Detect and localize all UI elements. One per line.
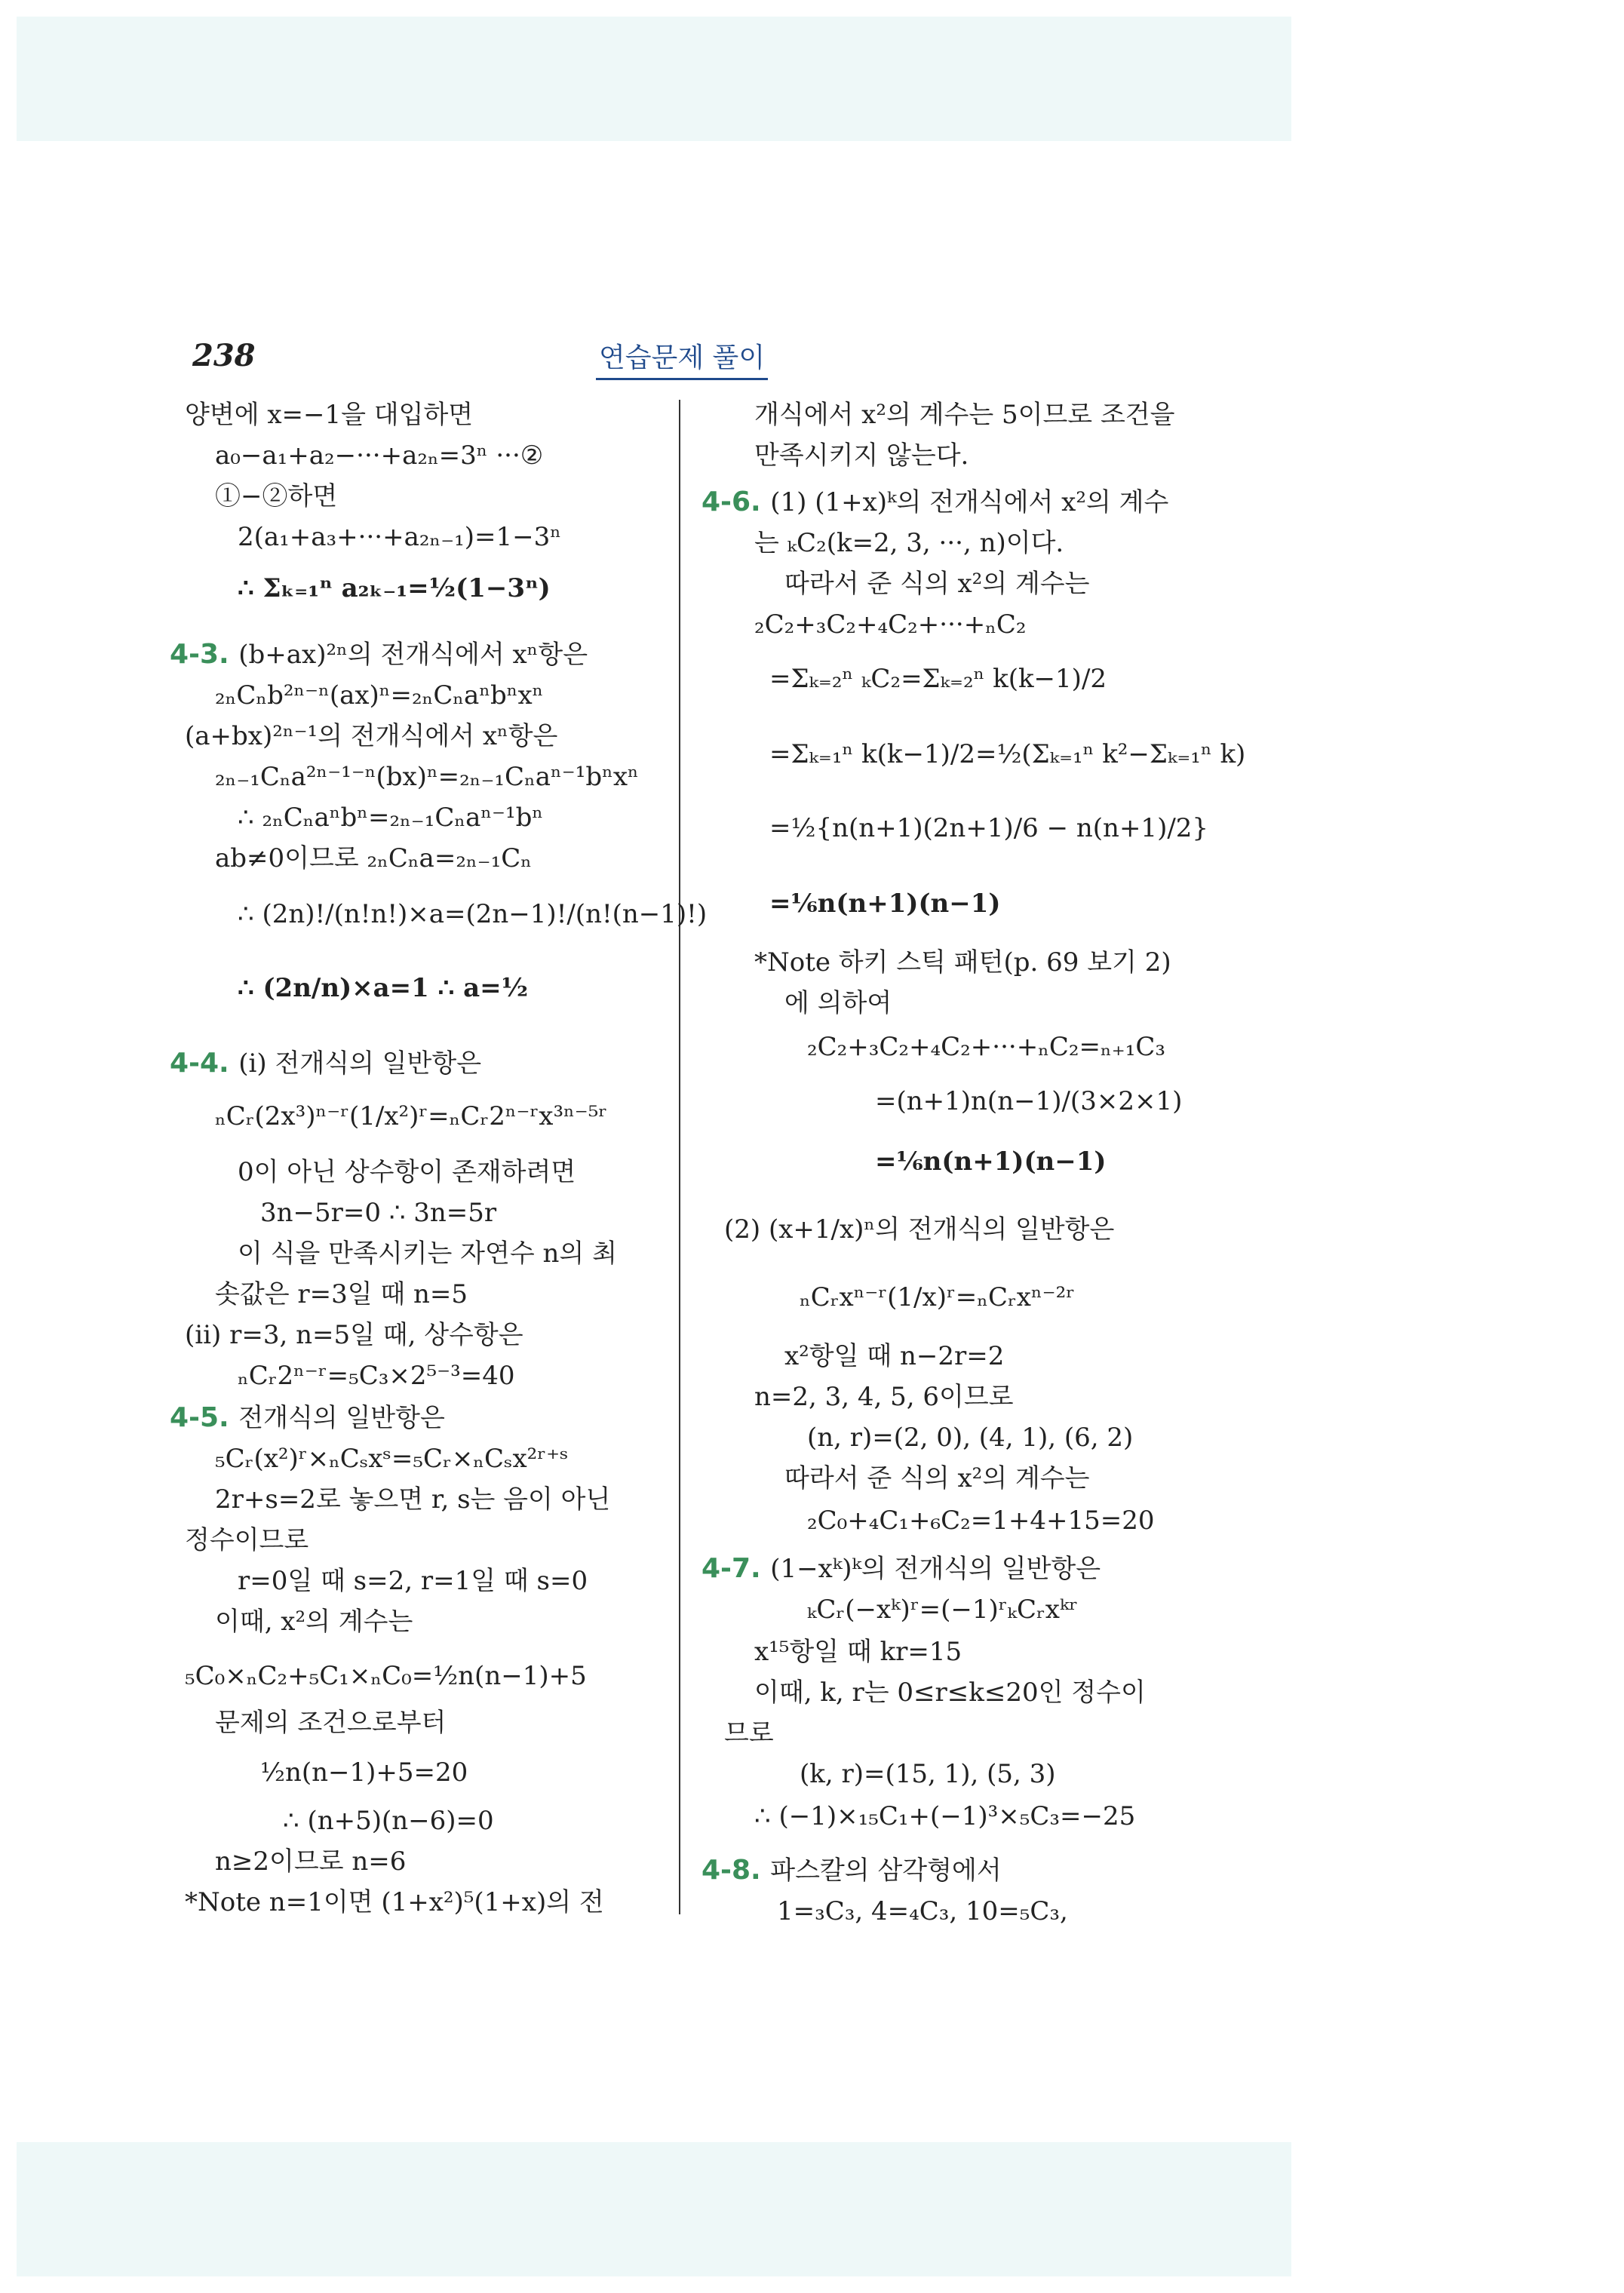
line-text: ₙCᵣxⁿ⁻ʳ(1/x)ʳ=ₙCᵣxⁿ⁻²ʳ xyxy=(800,1282,1076,1312)
line-text: (ii) r=3, n=5일 때, 상수항은 xyxy=(185,1320,523,1350)
line-text: r=0일 때 s=2, r=1일 때 s=0 xyxy=(238,1566,588,1596)
line-text: ₂C₀+₄C₁+₆C₂=1+4+15=20 xyxy=(807,1506,1155,1536)
line-text: *Note 하키 스틱 패턴(p. 69 보기 2) xyxy=(754,947,1171,978)
problem-number: 4-8 xyxy=(701,1855,751,1886)
line-text: 개식에서 x²의 계수는 5이므로 조건을 xyxy=(754,400,1175,430)
solution-line xyxy=(215,1605,413,1638)
line-text: ∴ (n+5)(n−6)=0 xyxy=(283,1806,494,1836)
solution-line xyxy=(170,1047,481,1080)
solution-line xyxy=(784,567,1089,600)
line-text: (1−xᵏ)ᵏ의 전개식의 일반항은 xyxy=(770,1554,1101,1584)
solution-line xyxy=(754,1380,1014,1414)
solution-line xyxy=(215,1442,569,1475)
solution-line xyxy=(238,520,561,554)
section-title: 연습문제 풀이 xyxy=(596,336,768,380)
line-text: (b+ax)²ⁿ의 전개식에서 xⁿ항은 xyxy=(238,640,588,670)
line-text: =Σₖ₌₂ⁿ ₖC₂=Σₖ₌₂ⁿ k(k−1)/2 xyxy=(769,664,1107,694)
solution-line xyxy=(238,572,551,605)
solution-line xyxy=(238,1564,588,1598)
separator: . xyxy=(219,1402,239,1433)
solution-line xyxy=(754,1635,962,1668)
solution-line xyxy=(769,812,1208,845)
line-text: ₂C₂+₃C₂+₄C₂+···+ₙC₂=ₙ₊₁C₃ xyxy=(807,1032,1165,1062)
separator: . xyxy=(219,1048,239,1079)
solution-line xyxy=(769,662,1107,695)
solution-line xyxy=(807,1030,1165,1064)
solution-line xyxy=(170,1401,445,1435)
line-text: 따라서 준 식의 x²의 계수는 xyxy=(784,569,1090,599)
line-text: =½{n(n+1)(2n+1)/6 − n(n+1)/2} xyxy=(769,813,1209,843)
line-text: a₀−a₁+a₂−···+a₂ₙ=3ⁿ ···② xyxy=(215,440,544,471)
solution-line xyxy=(769,887,1000,920)
line-text: 문제의 조건으로부터 xyxy=(215,1708,447,1738)
page-number: 238 xyxy=(192,338,256,373)
line-text: 이때, x²의 계수는 xyxy=(215,1607,413,1637)
line-text: 는 ₖC₂(k=2, 3, ···, n)이다. xyxy=(754,528,1064,558)
line-text: n=2, 3, 4, 5, 6이므로 xyxy=(754,1382,1014,1412)
solution-line xyxy=(215,439,543,472)
solution-line xyxy=(875,1145,1106,1178)
solution-line xyxy=(800,1757,1056,1791)
separator: . xyxy=(219,639,239,670)
solution-line xyxy=(238,972,528,1005)
line-text: 이때, k, r는 0≤r≤k≤20인 정수이 xyxy=(754,1678,1146,1708)
line-text: =⅙n(n+1)(n−1) xyxy=(769,889,1001,919)
solution-line xyxy=(807,1593,1078,1626)
solution-line xyxy=(807,1421,1133,1454)
line-text: ∴ (2n)!/(n!n!)×a=(2n−1)!/(n!(n−1)!) xyxy=(238,899,708,929)
line-text: ₙCᵣ(2x³)ⁿ⁻ʳ(1/x²)ʳ=ₙCᵣ2ⁿ⁻ʳx³ⁿ⁻⁵ʳ xyxy=(215,1101,608,1131)
line-text: ₙCᵣ2ⁿ⁻ʳ=₅C₃×2⁵⁻³=40 xyxy=(238,1361,515,1391)
line-text: =⅙n(n+1)(n−1) xyxy=(875,1146,1107,1177)
line-text: =(n+1)n(n−1)/(3×2×1) xyxy=(875,1086,1183,1116)
solution-line xyxy=(170,638,588,671)
solution-line xyxy=(238,898,707,931)
line-text: 따라서 준 식의 x²의 계수는 xyxy=(784,1463,1090,1493)
line-text: ∴ Σₖ₌₁ⁿ a₂ₖ₋₁=½(1−3ⁿ) xyxy=(238,573,551,603)
line-text: ₖCᵣ(−xᵏ)ʳ=(−1)ʳₖCᵣxᵏʳ xyxy=(807,1595,1079,1625)
solution-line xyxy=(215,1278,468,1311)
solution-line xyxy=(875,1085,1182,1118)
line-text: ₂ₙ₋₁Cₙa²ⁿ⁻¹⁻ⁿ(bx)ⁿ=₂ₙ₋₁Cₙaⁿ⁻¹bⁿxⁿ xyxy=(215,762,639,792)
solution-line xyxy=(784,1340,1004,1373)
solution-line xyxy=(215,1706,446,1739)
line-text: x¹⁵항일 때 kr=15 xyxy=(754,1637,962,1667)
solution-line xyxy=(215,480,337,513)
bottom-tint-band xyxy=(17,2142,1291,2276)
line-text: 파스칼의 삼각형에서 xyxy=(770,1856,1002,1886)
solution-line xyxy=(754,526,1064,560)
solution-line xyxy=(215,760,639,793)
solution-line xyxy=(260,1756,468,1789)
solution-line xyxy=(185,1659,587,1693)
line-text: (2) (x+1/x)ⁿ의 전개식의 일반항은 xyxy=(724,1214,1115,1245)
solution-line xyxy=(754,439,969,472)
line-text: (a+bx)²ⁿ⁻¹의 전개식에서 xⁿ항은 xyxy=(185,721,558,751)
line-text: 정수이므로 xyxy=(185,1525,309,1555)
problem-number: 4-7 xyxy=(701,1553,751,1584)
solution-line xyxy=(754,608,1027,641)
solution-line xyxy=(800,1281,1075,1314)
line-text: 2(a₁+a₃+···+a₂ₙ₋₁)=1−3ⁿ xyxy=(238,522,561,552)
solution-line xyxy=(701,486,1168,519)
line-text: 1=₃C₃, 4=₄C₃, 10=₅C₃, xyxy=(777,1896,1068,1926)
solution-line xyxy=(754,1800,1135,1833)
line-text: 0이 아닌 상수항이 존재하려면 xyxy=(238,1157,576,1187)
line-text: 만족시키지 않는다. xyxy=(754,440,969,471)
separator: . xyxy=(751,1855,771,1886)
line-text: 전개식의 일반항은 xyxy=(238,1403,445,1433)
line-text: n≥2이므로 n=6 xyxy=(215,1846,407,1877)
line-text: ₂C₂+₃C₂+₄C₂+···+ₙC₂ xyxy=(754,609,1027,640)
solution-line xyxy=(701,1854,1002,1887)
solution-line xyxy=(754,946,1171,979)
problem-number: 4-4 xyxy=(170,1048,220,1079)
solution-line xyxy=(215,1483,610,1516)
solution-line xyxy=(754,1676,1146,1709)
solution-line xyxy=(238,801,543,834)
solution-line xyxy=(238,1359,514,1392)
line-text: *Note n=1이면 (1+x²)⁵(1+x)의 전 xyxy=(185,1887,604,1917)
line-text: 이 식을 만족시키는 자연수 n의 최 xyxy=(238,1239,617,1269)
line-text: x²항일 때 n−2r=2 xyxy=(784,1341,1005,1371)
line-text: ∴ (−1)×₁₅C₁+(−1)³×₅C₃=−25 xyxy=(754,1801,1136,1831)
solution-line xyxy=(784,987,892,1020)
top-tint-band xyxy=(17,17,1291,141)
solution-line xyxy=(260,1196,496,1229)
line-text: ∴ (2n/n)×a=1 ∴ a=½ xyxy=(238,973,529,1003)
line-text: ₂ₙCₙb²ⁿ⁻ⁿ(ax)ⁿ=₂ₙCₙaⁿbⁿxⁿ xyxy=(215,680,544,711)
line-text: ₅Cᵣ(x²)ʳ×ₙCₛxˢ=₅Cᵣ×ₙCₛx²ʳ⁺ˢ xyxy=(215,1444,569,1474)
solution-line xyxy=(185,398,473,431)
solution-line xyxy=(185,1318,523,1352)
solution-line xyxy=(724,1213,1114,1246)
separator: . xyxy=(751,1553,771,1584)
solution-line xyxy=(185,720,557,753)
line-text: 솟값은 r=3일 때 n=5 xyxy=(215,1279,468,1309)
solution-line xyxy=(769,738,1245,771)
line-text: (n, r)=(2, 0), (4, 1), (6, 2) xyxy=(807,1423,1134,1453)
line-text: ∴ ₂ₙCₙaⁿbⁿ=₂ₙ₋₁Cₙaⁿ⁻¹bⁿ xyxy=(238,803,544,833)
solution-line xyxy=(215,679,543,712)
solution-line xyxy=(215,1100,607,1133)
problem-number: 4-5 xyxy=(170,1402,220,1433)
line-text: ①−②하면 xyxy=(215,481,338,511)
solution-line xyxy=(784,1462,1089,1495)
line-text: =Σₖ₌₁ⁿ k(k−1)/2=½(Σₖ₌₁ⁿ k²−Σₖ₌₁ⁿ k) xyxy=(769,739,1246,769)
solution-line xyxy=(215,1845,406,1878)
solution-line xyxy=(238,1237,617,1270)
line-text: ab≠0이므로 ₂ₙCₙa=₂ₙ₋₁Cₙ xyxy=(215,843,532,873)
solution-line xyxy=(701,1552,1101,1585)
solution-line xyxy=(185,1524,309,1557)
problem-number: 4-6 xyxy=(701,487,751,517)
line-text: (1) (1+x)ᵏ의 전개식에서 x²의 계수 xyxy=(770,487,1169,517)
line-text: 2r+s=2로 놓으면 r, s는 음이 아닌 xyxy=(215,1484,611,1515)
line-text: (i) 전개식의 일반항은 xyxy=(238,1048,482,1079)
solution-line xyxy=(807,1504,1155,1537)
solution-line xyxy=(283,1804,494,1837)
problem-number: 4-3 xyxy=(170,639,220,670)
line-text: ½n(n−1)+5=20 xyxy=(260,1757,468,1788)
line-text: (k, r)=(15, 1), (5, 3) xyxy=(800,1759,1056,1789)
line-text: 양변에 x=−1을 대입하면 xyxy=(185,400,474,430)
line-text: 3n−5r=0 ∴ 3n=5r xyxy=(260,1198,497,1228)
line-text: 므로 xyxy=(724,1718,774,1748)
separator: . xyxy=(751,487,771,517)
line-text: 에 의하여 xyxy=(784,988,892,1018)
solution-line xyxy=(185,1886,604,1919)
solution-line xyxy=(724,1717,774,1750)
line-text: ₅C₀×ₙC₂+₅C₁×ₙC₀=½n(n−1)+5 xyxy=(185,1661,587,1691)
solution-line xyxy=(215,842,532,875)
column-divider xyxy=(679,400,680,1914)
solution-line xyxy=(754,398,1174,431)
solution-line xyxy=(238,1156,576,1189)
solution-line xyxy=(777,1895,1068,1928)
